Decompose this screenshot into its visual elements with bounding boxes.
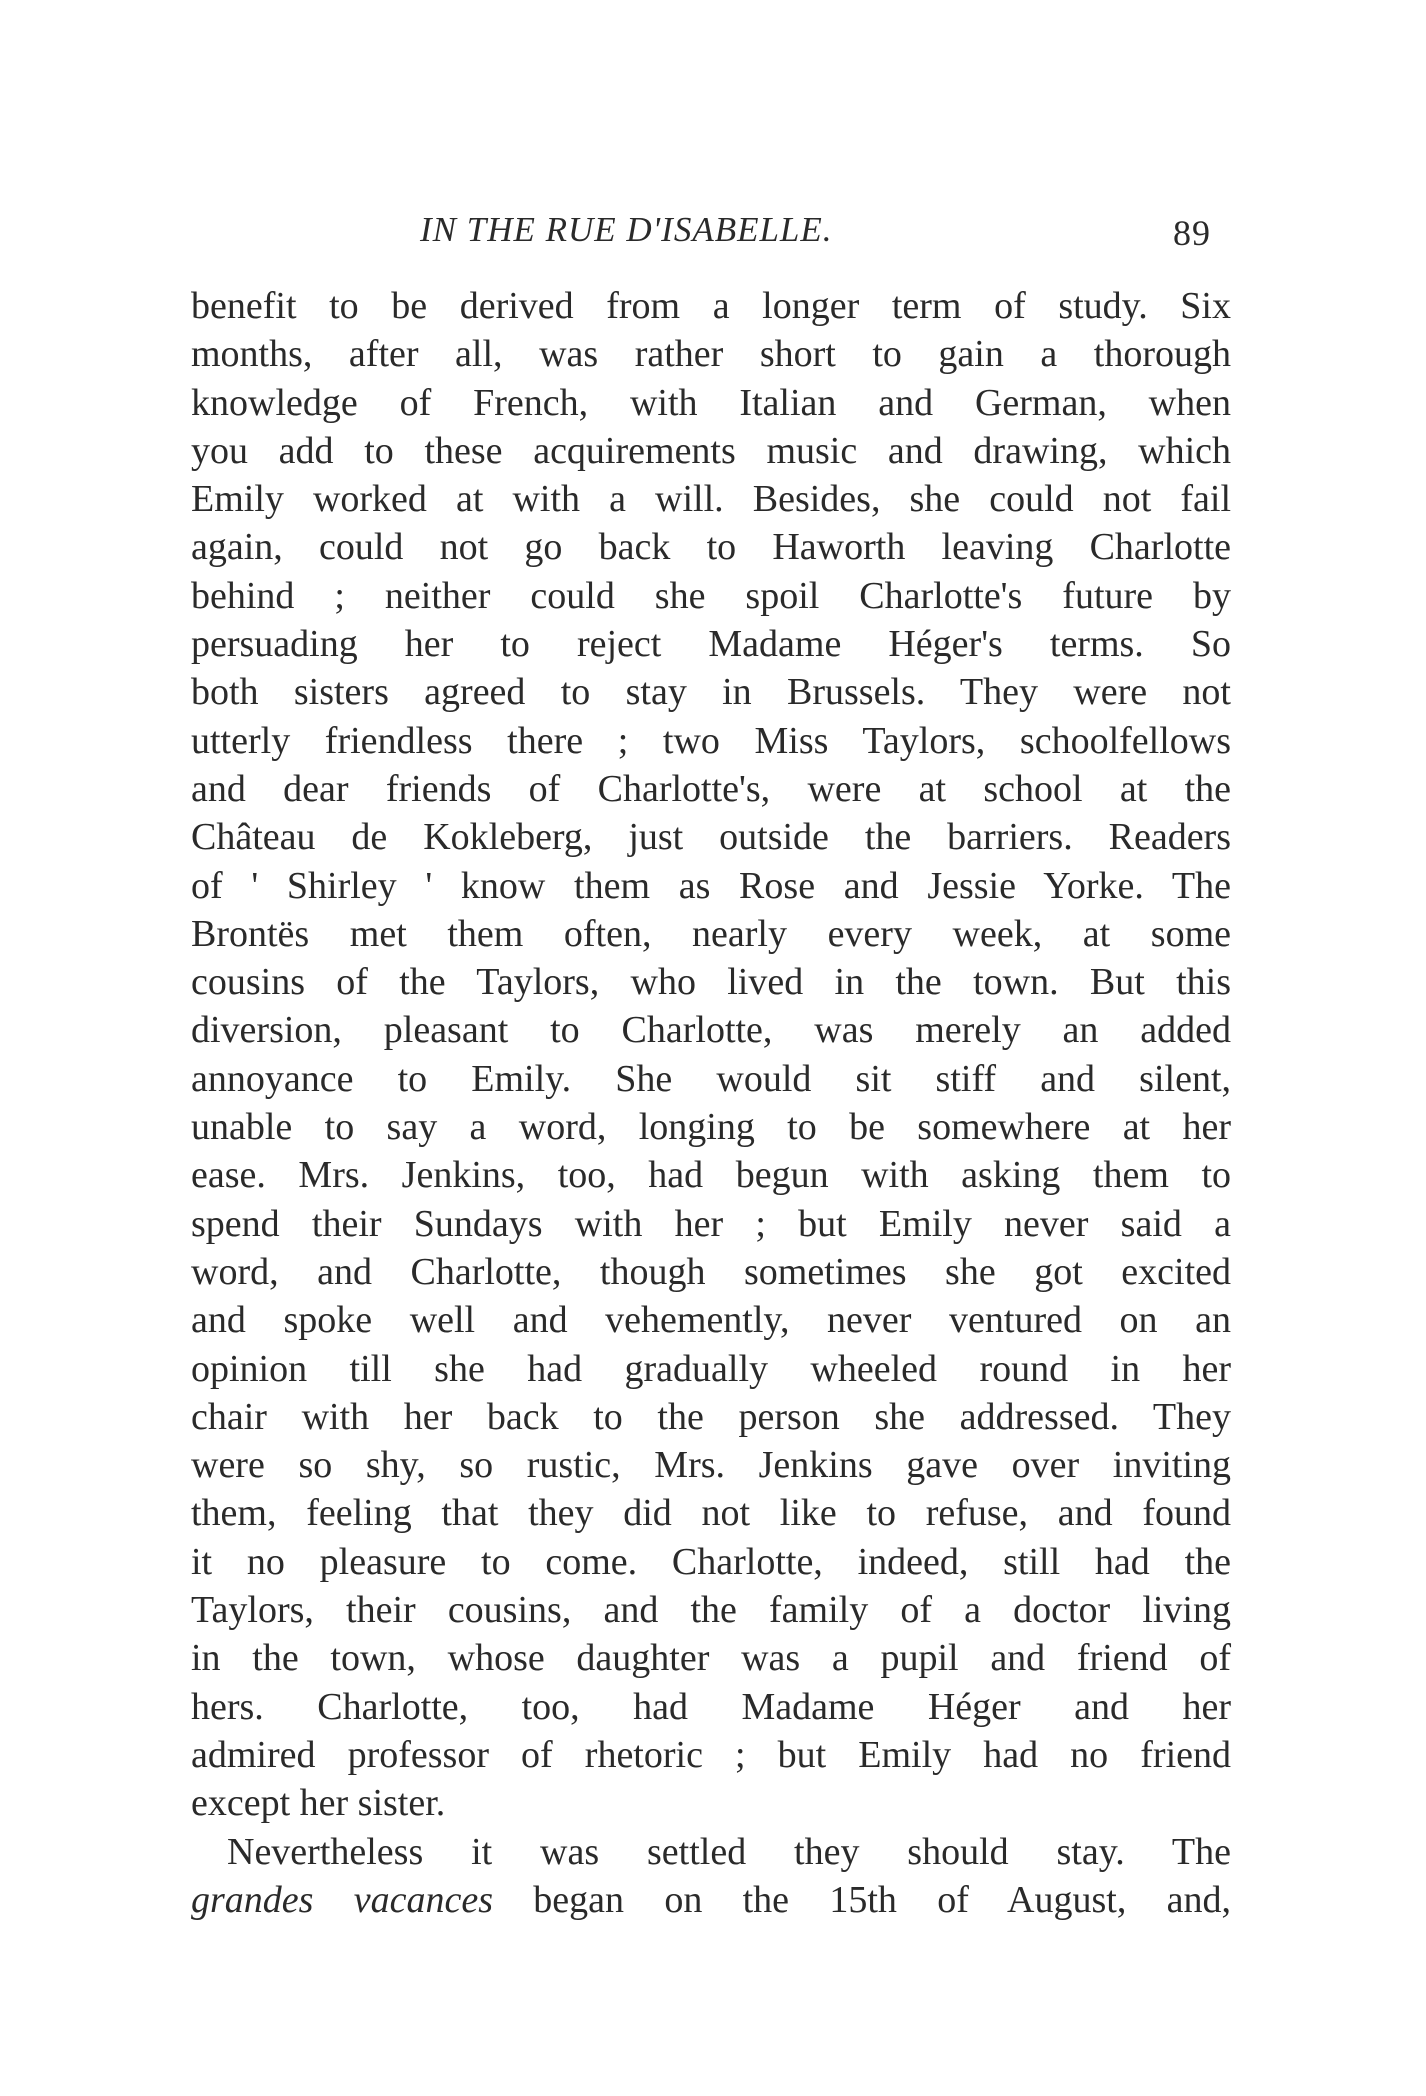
text-line: Nevertheless it was settled they should stay. The xyxy=(227,1830,1231,1873)
text-line: it no pleasure to come. Charlotte, indeed, still had the xyxy=(191,1540,1231,1583)
page-number: 89 xyxy=(1173,213,1211,253)
text-line: utterly friendless there ; two Miss Taylors, schoolfellows xyxy=(191,719,1231,762)
text-line: benefit to be derived from a longer term of study. Six xyxy=(191,285,1231,327)
running-title: IN THE RUE D'ISABELLE. xyxy=(420,210,833,249)
text-line: unable to say a word, longing to be somewhere at her xyxy=(191,1106,1231,1149)
paragraph xyxy=(191,1828,1231,1925)
text-line xyxy=(191,1876,1231,1924)
text-line: in the town, whose daughter was a pupil and friend of xyxy=(191,1637,1231,1680)
text-line: and dear friends of Charlotte's, were at school at the xyxy=(191,767,1231,810)
text-line: you add to these acquirements music and drawing, which xyxy=(191,429,1231,472)
text-line: persuading her to reject Madame Héger's terms. So xyxy=(191,623,1231,666)
text-line: except her sister. xyxy=(191,1782,446,1825)
text-line: Taylors, their cousins, and the family of a doctor living xyxy=(191,1589,1231,1632)
text-line: again, could not go back to Haworth leaving Charlotte xyxy=(191,526,1231,569)
text-line: behind ; neither could she spoil Charlotte's future by xyxy=(191,574,1231,617)
text-line: word, and Charlotte, though sometimes she got excited xyxy=(191,1250,1231,1293)
text-line: opinion till she had gradually wheeled round in her xyxy=(191,1347,1231,1390)
text-line: Brontës met them often, nearly every week, at some xyxy=(191,912,1231,955)
text-line: Emily worked at with a will. Besides, she could not fail xyxy=(191,478,1231,521)
text-line: hers. Charlotte, too, had Madame Héger and her xyxy=(191,1685,1231,1728)
text-fragment: began on the 15th of August, and, xyxy=(493,1878,1231,1921)
text-line: and spoke well and vehemently, never ventured on an xyxy=(191,1299,1231,1342)
body-text xyxy=(191,282,1231,1924)
text-line: months, after all, was rather short to gain a thorough xyxy=(191,333,1231,376)
italic-phrase: grandes vacances xyxy=(191,1878,493,1921)
paragraph xyxy=(191,282,1231,1828)
text-line: of ' Shirley ' know them as Rose and Jessie Yorke. The xyxy=(191,864,1231,907)
text-line: Château de Kokleberg, just outside the barriers. Readers xyxy=(191,816,1231,859)
text-line: admired professor of rhetoric ; but Emily had no friend xyxy=(191,1733,1231,1776)
text-line: ease. Mrs. Jenkins, too, had begun with asking them to xyxy=(191,1154,1231,1197)
text-line: chair with her back to the person she addressed. They xyxy=(191,1395,1231,1438)
text-line: spend their Sundays with her ; but Emily never said a xyxy=(191,1202,1231,1245)
text-line: were so shy, so rustic, Mrs. Jenkins gave over inviting xyxy=(191,1444,1231,1487)
text-line: both sisters agreed to stay in Brussels. They were not xyxy=(191,671,1231,714)
text-line: diversion, pleasant to Charlotte, was merely an added xyxy=(191,1009,1231,1052)
text-line: cousins of the Taylors, who lived in the town. But this xyxy=(191,961,1231,1004)
text-line: them, feeling that they did not like to refuse, and found xyxy=(191,1492,1231,1535)
text-line: annoyance to Emily. She would sit stiff and silent, xyxy=(191,1057,1231,1100)
text-line: knowledge of French, with Italian and German, when xyxy=(191,381,1231,424)
